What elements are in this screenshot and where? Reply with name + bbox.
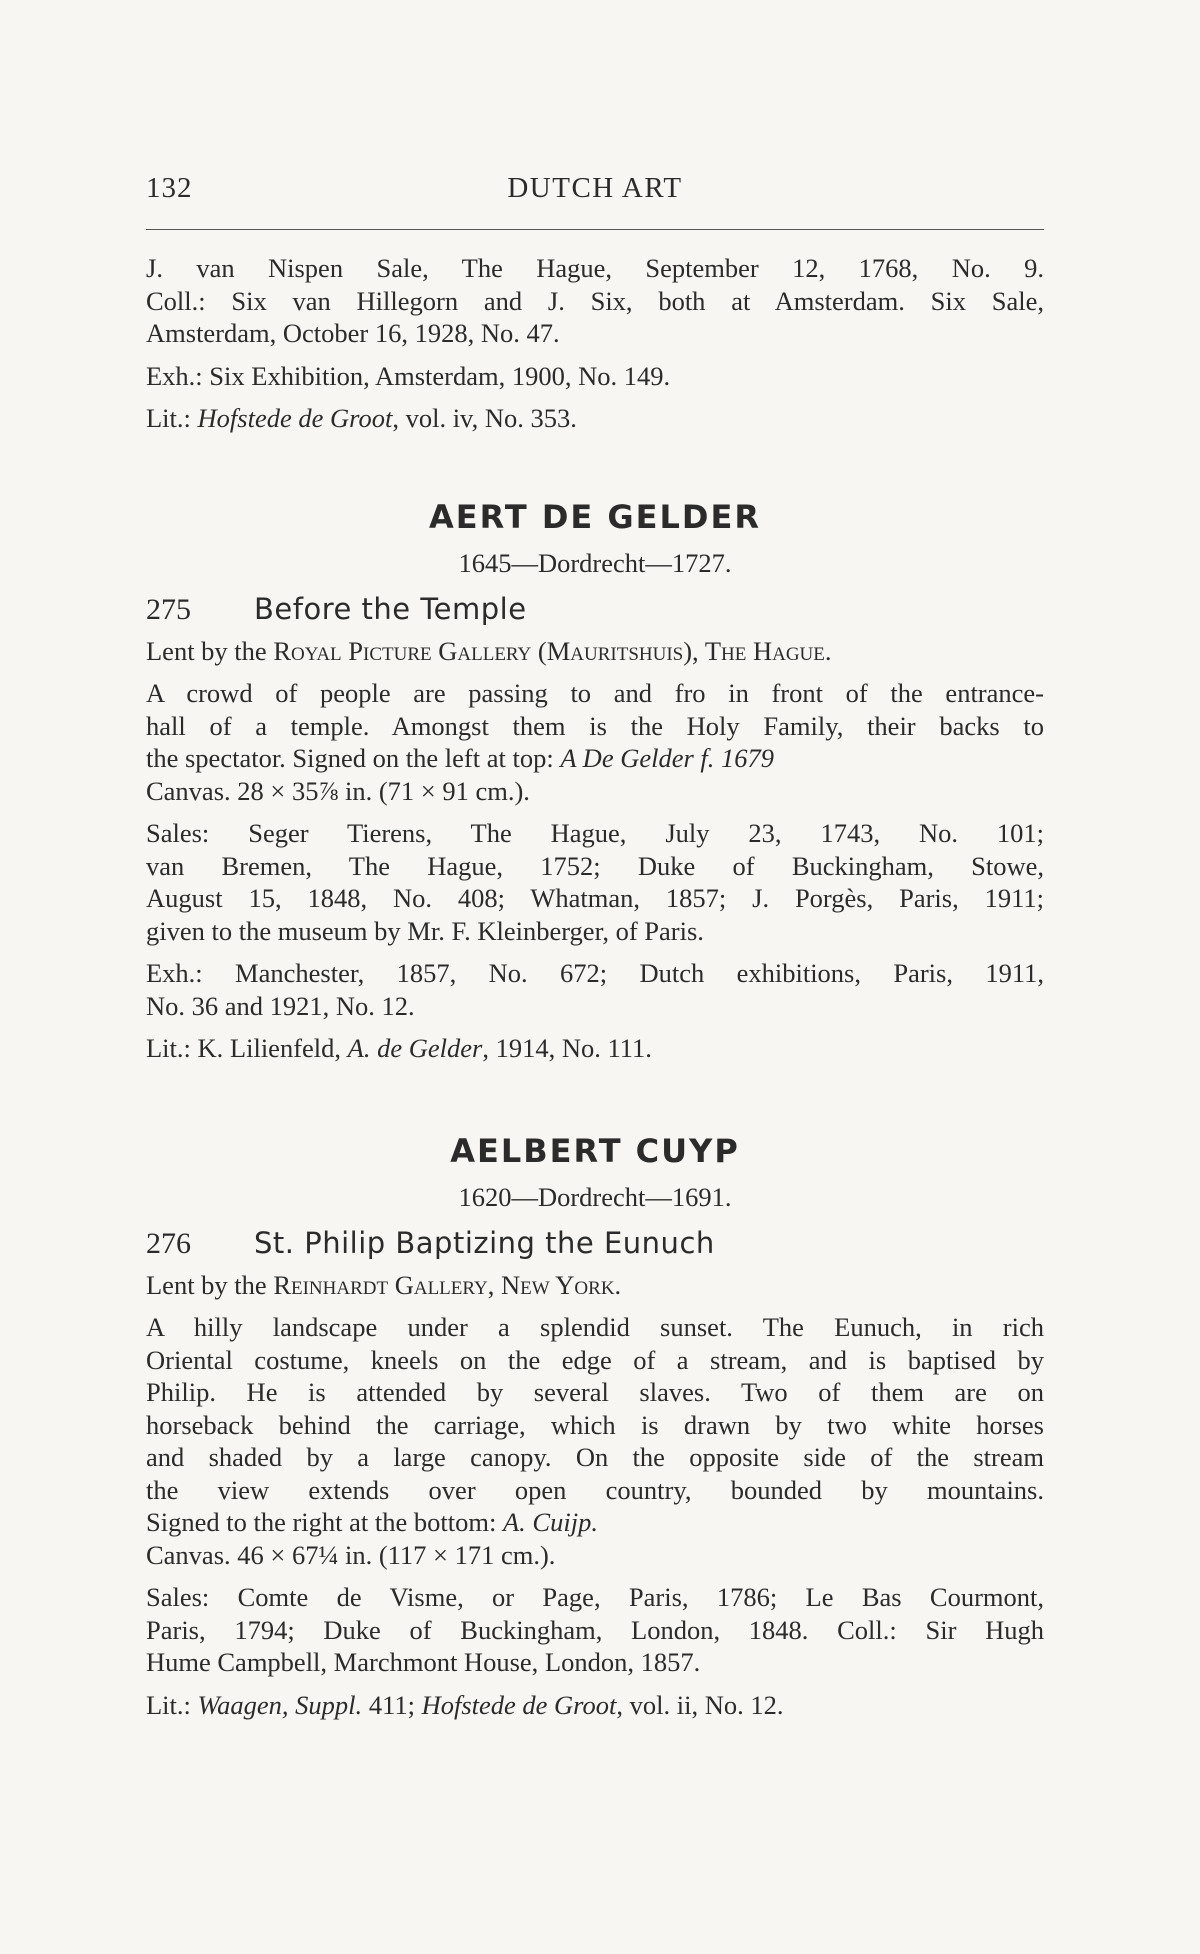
running-title: DUTCH ART — [507, 172, 683, 204]
page-body — [146, 252, 1044, 1731]
text-line: No. 36 and 1921, No. 12. — [146, 990, 415, 1021]
text-line: Philip. He is attended by several slaves. Two of them are on — [146, 1377, 1044, 1407]
text-line: Exh.: Manchester, 1857, No. 672; Dutch exhibitions, Paris, 1911, — [146, 958, 1044, 988]
description — [146, 1311, 1044, 1571]
lit-work: Waagen, Suppl. — [197, 1689, 363, 1720]
text-line: the view extends over open country, bounded by mountains. — [146, 1474, 1044, 1505]
lit-prefix: Lit.: — [146, 1689, 198, 1720]
lender-line — [146, 635, 1044, 668]
text-line — [146, 1506, 1044, 1539]
exhibition-note: Exh.: Six Exhibition, Amsterdam, 1900, No. 149. — [146, 360, 671, 391]
text-line: Sales: Comte de Visme, or Page, Paris, 1786; Le Bas Courmont, — [146, 1582, 1044, 1612]
artist-dates: 1645—Dordrecht—1727. — [458, 547, 732, 578]
header-rule — [146, 229, 1044, 230]
lit-mid: 411; — [362, 1689, 422, 1720]
artist-name: AERT DE GELDER — [429, 497, 761, 536]
canvas-dimensions: Canvas. 46 × 67¼ in. (117 × 171 cm.). — [146, 1539, 556, 1570]
running-head — [146, 172, 1044, 212]
text-line — [146, 742, 1044, 775]
text-line: August 15, 1848, No. 408; Whatman, 1857; J. Porgès, Paris, 1911; — [146, 883, 1044, 913]
entry-number: 276 — [146, 1227, 191, 1260]
entry-heading — [146, 593, 1044, 627]
artist-dates: 1620—Dordrecht—1691. — [458, 1181, 732, 1212]
text-line: Paris, 1794; Duke of Buckingham, London, 1848. Coll.: Sir Hugh — [146, 1614, 1044, 1645]
text-line: Hume Campbell, Marchmont House, London, 1857. — [146, 1647, 701, 1677]
text-line: and shaded by a large canopy. On the opposite side of the stream — [146, 1442, 1044, 1472]
canvas-dimensions: Canvas. 28 × 35⅞ in. (71 × 91 cm.). — [146, 775, 530, 806]
lit-rest: , 1914, No. 111. — [482, 1033, 652, 1063]
sales-history — [146, 817, 1044, 947]
text-line: Sales: Seger Tierens, The Hague, July 23, 1743, No. 101; — [146, 818, 1044, 848]
text-line: hall of a temple. Amongst them is the Holy Family, their backs to — [146, 710, 1044, 741]
lit-rest: , vol. ii, No. 12. — [616, 1689, 784, 1720]
text-line: J. van Nispen Sale, The Hague, September 12, 1768, No. 9. — [146, 253, 1044, 283]
entry-title: Before the Temple — [254, 592, 527, 626]
text-line: A hilly landscape under a splendid sunset. The Eunuch, in rich — [146, 1312, 1044, 1342]
text-line: horseback behind the carriage, which is drawn by two white horses — [146, 1409, 1044, 1440]
lit-rest: , vol. iv, No. 353. — [392, 403, 577, 433]
lender-line — [146, 1269, 1044, 1302]
lit-prefix: Lit.: — [146, 403, 198, 433]
entry-title: St. Philip Baptizing the Eunuch — [254, 1226, 715, 1260]
text-line: Amsterdam, October 16, 1928, No. 47. — [146, 318, 560, 348]
signed-label: the spectator. Signed on the left at top: — [146, 743, 561, 773]
text-line: Coll.: Six van Hillegorn and J. Six, both at Amsterdam. Six Sale, — [146, 285, 1044, 316]
entry-heading — [146, 1227, 1044, 1261]
lit-author: Hofstede de Groot — [421, 1689, 617, 1720]
provenance-continuation — [146, 252, 1044, 350]
entry-number: 275 — [146, 593, 191, 626]
text-line: van Bremen, The Hague, 1752; Duke of Buckingham, Stowe, — [146, 850, 1044, 881]
literature-note — [146, 1689, 1044, 1722]
lender-name: Reinhardt Gallery, New York. — [273, 1269, 622, 1300]
text-line: Oriental costume, kneels on the edge of a stream, and is baptised by — [146, 1344, 1044, 1375]
artist-name: AELBERT CUYP — [450, 1131, 740, 1170]
lit-work: A. de Gelder — [347, 1033, 483, 1063]
literature-note — [146, 1032, 1044, 1065]
text-line: A crowd of people are passing to and fro in front of the entrance- — [146, 678, 1044, 708]
sales-history — [146, 1581, 1044, 1679]
description — [146, 677, 1044, 807]
signature: A De Gelder f. 1679 — [560, 743, 775, 773]
literature-note — [146, 402, 1044, 435]
lent-prefix: Lent by the — [146, 635, 274, 666]
exhibition-history — [146, 957, 1044, 1022]
lit-prefix: Lit.: K. Lilienfeld, — [146, 1033, 348, 1063]
signed-label: Signed to the right at the bottom: — [146, 1507, 503, 1537]
lender-name: Royal Picture Gallery (Mauritshuis), The Hague. — [273, 635, 832, 666]
lent-prefix: Lent by the — [146, 1269, 274, 1300]
page-number: 132 — [146, 172, 193, 204]
text-line: given to the museum by Mr. F. Kleinberger, of Paris. — [146, 915, 704, 946]
lit-author: Hofstede de Groot — [197, 403, 393, 433]
signature: A. Cuijp. — [502, 1507, 598, 1537]
